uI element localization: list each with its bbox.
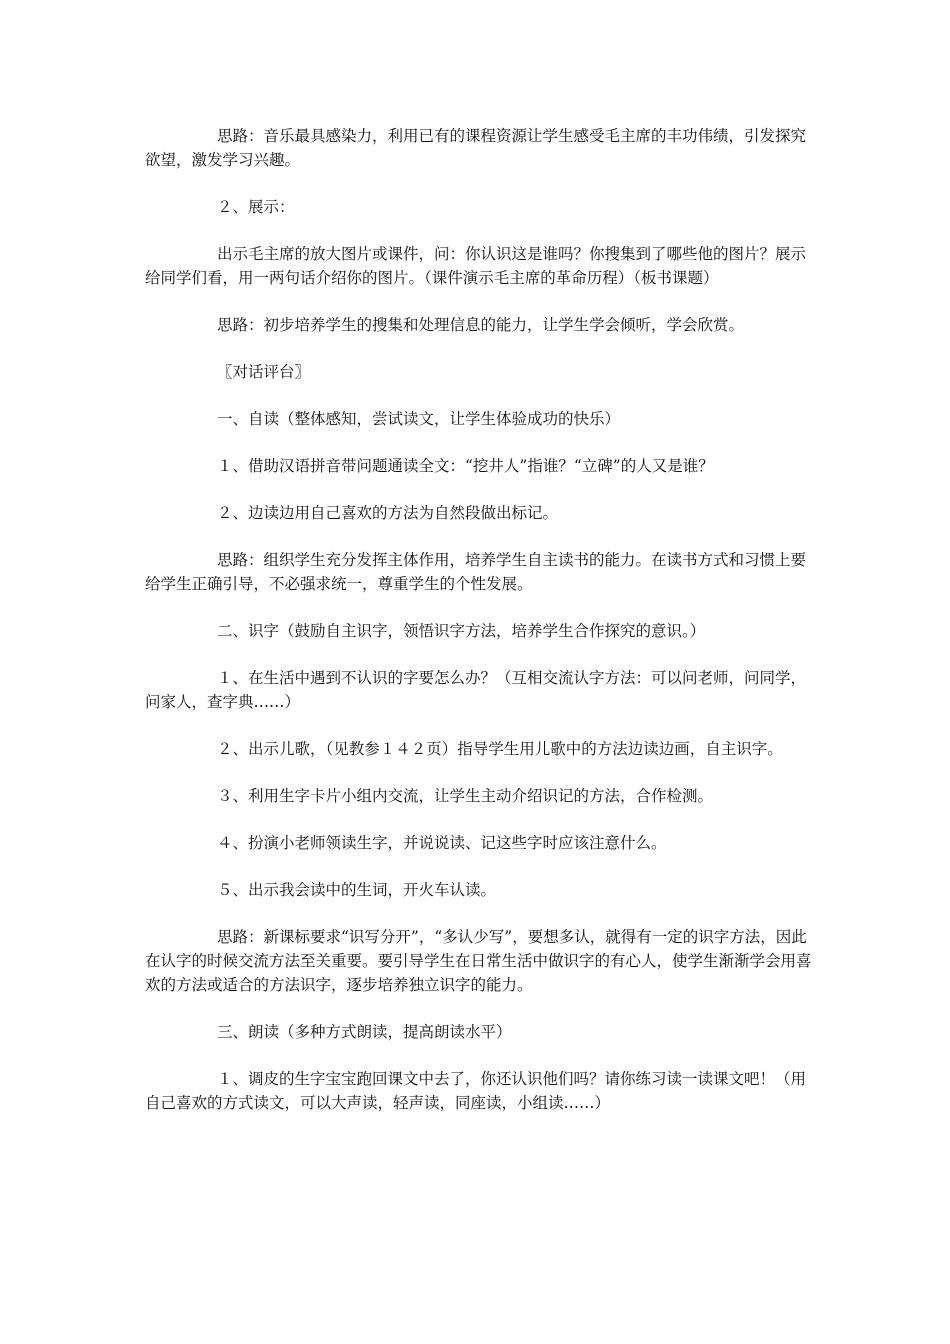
heading-self-reading: 一、自读（整体感知，尝试读文，让学生体验成功的快乐） <box>217 410 621 428</box>
heading-literacy: 二、识字（鼓励自主识字，领悟识字方法，培养学生合作探究的意识。） <box>217 622 706 640</box>
heading-read-aloud: 三、朗读（多种方式朗读，提高朗读水平） <box>217 1023 512 1041</box>
list-item-mark-paragraphs: ２、边读边用自己喜欢的方法为自然段做出标记。 <box>217 504 559 522</box>
list-item-word-cards: ３、利用生字卡片小组内交流，让学生主动介绍识记的方法，合作检测。 <box>217 787 714 805</box>
paragraph-reading-rationale: 思路：组织学生充分发挥主体作用，培养学生自主读书的能力。在读书方式和习惯上要给学生正确引导，不必强求统一，尊重学生的个性发展。 <box>145 551 807 593</box>
list-item-nursery-rhyme: ２、出示儿歌，（见教参１４２页）指导学生用儿歌中的方法边读边画，自主识字。 <box>217 740 783 758</box>
paragraph-literacy-rationale: 思路：新课标要求“识写分开”，“多认少写”，要想多认，就得有一定的识字方法，因此在认字的时候交流方法至关重要。要引导学生在日常生活中做识字的有心人，使学生渐渐学会用喜欢的方法或适合的方法识字，逐步培养独立识字的能力。 <box>145 928 812 994</box>
list-item-unknown-words: １、在生活中遇到不认识的字要怎么办？（互相交流认字方法：可以问老师，问同学，问家人，查字典……） <box>145 669 807 711</box>
list-item-train-reading: ５、出示我会读中的生词，开火车认读。 <box>217 881 497 899</box>
list-item-practice-reading: １、调皮的生字宝宝跑回课文中去了，你还认识他们吗？请你练习读一读课文吧！（用自己喜欢的方式读文，可以大声读，轻声读，同座读，小组读……） <box>145 1070 807 1112</box>
paragraph-music-rationale: 思路：音乐最具感染力，利用已有的课程资源让学生感受毛主席的丰功伟绩，引发探究欲望，激发学习兴趣。 <box>145 127 807 169</box>
paragraph-info-rationale: 思路：初步培养学生的搜集和处理信息的能力，让学生学会倾听，学会欣赏。 <box>217 316 745 334</box>
list-item-little-teacher: ４、扮演小老师领读生字，并说说读、记这些字时应该注意什么。 <box>217 834 667 852</box>
paragraph-show-picture: 出示毛主席的放大图片或课件，问：你认识这是谁吗？你搜集到了哪些他的图片？展示给同学们看，用一两句话介绍你的图片。（课件演示毛主席的革命历程）（板书课题） <box>145 245 807 287</box>
list-item-pinyin-reading: １、借助汉语拼音带问题通读全文：“挖井人”指谁？“立碑”的人又是谁？ <box>217 457 714 475</box>
paragraph-display-heading: ２、展示： <box>217 198 295 216</box>
document-body <box>145 124 815 1115</box>
section-title-dialogue: 〖对话评台〗 <box>217 363 311 381</box>
